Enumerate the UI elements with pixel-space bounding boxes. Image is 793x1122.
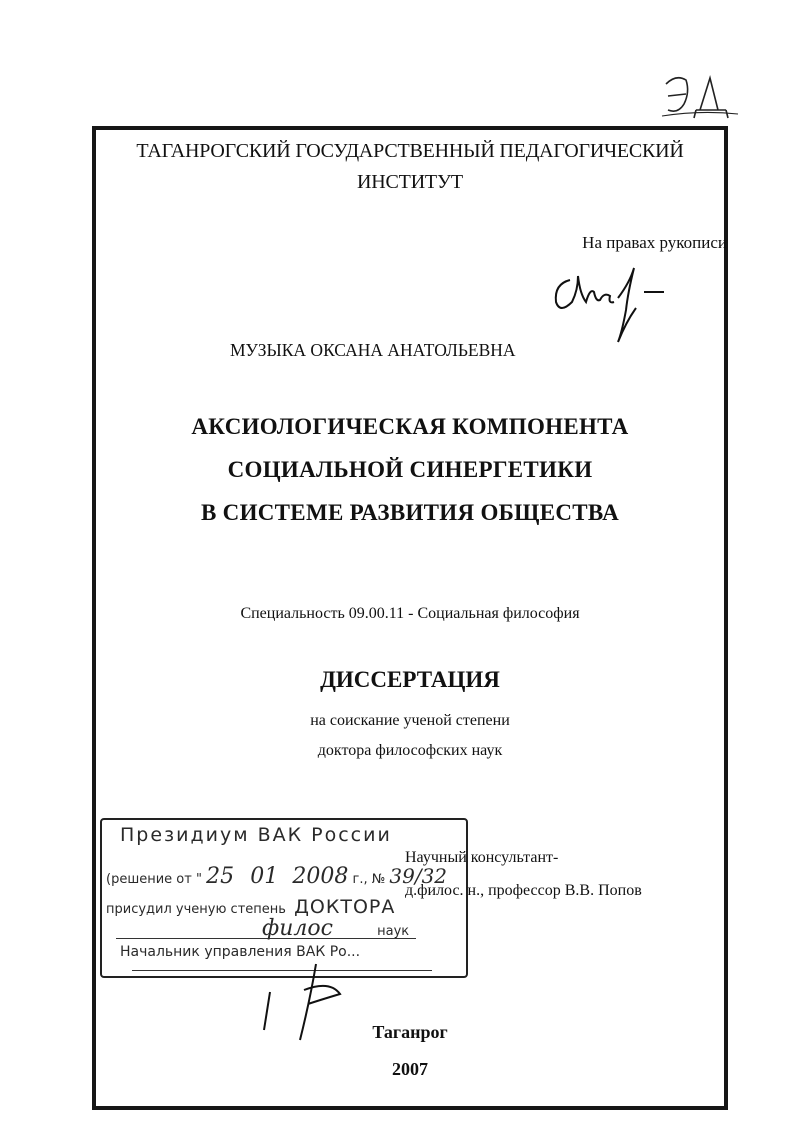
author-name: МУЗЫКА ОКСАНА АНАТОЛЬЕВНА [230, 340, 516, 360]
stamp-awarded-line [106, 896, 395, 918]
stamp-science-line [262, 916, 409, 941]
footer-year: 2007 [392, 1059, 428, 1079]
stamp-awarded-label: присудил ученую степень [106, 902, 286, 917]
archive-mark [660, 70, 740, 125]
title-line-3: В СИСТЕМЕ РАЗВИТИЯ ОБЩЕСТВА [200, 500, 620, 525]
stamp-decision-line [106, 864, 447, 889]
consultant-line-1: Научный консультант- [405, 849, 559, 866]
footer-city: Таганрог [372, 1022, 448, 1042]
institute-line-2: ИНСТИТУТ [357, 171, 463, 193]
specialty: Специальность 09.00.11 - Социальная философия [240, 605, 580, 622]
degree-info [92, 706, 728, 766]
stamp-awarded-degree: ДОКТОРА [294, 896, 396, 918]
stamp-decision-day: 25 [206, 864, 235, 889]
stamp-decision-month: 01 [250, 864, 279, 889]
degree-line-1: на соискание ученой степени [310, 712, 510, 729]
document-type: ДИССЕРТАЦИЯ [320, 667, 500, 692]
title-line-2: СОЦИАЛЬНОЙ СИНЕРГЕТИКИ [227, 457, 593, 482]
institute-line-1: ТАГАНРОГСКИЙ ГОСУДАРСТВЕННЫЙ ПЕДАГОГИЧЕСКИЙ [136, 140, 684, 162]
title-line-1: АКСИОЛОГИЧЕСКАЯ КОМПОНЕНТА [191, 414, 629, 439]
consultant-line-2: д.филос. н., профессор В.В. Попов [405, 882, 642, 899]
stamp-decision-mid: г., № [352, 872, 386, 887]
institute-name [92, 136, 728, 198]
manuscript-note: На правах рукописи [582, 233, 727, 252]
dissertation-title [92, 405, 728, 534]
stamp-decision-prefix: (решение от " [106, 872, 202, 887]
stamp-head-label: Начальник управления ВАК Ро... [120, 944, 361, 960]
stamp-heading: Президиум ВАК России [120, 824, 392, 846]
stamp-science-suffix: наук [377, 924, 410, 939]
footer-city-year [92, 1014, 728, 1088]
stamp-decision-number: 39/32 [389, 864, 448, 888]
stamp-science-handwritten: филос [262, 916, 333, 941]
stamp-decision-year: 2008 [292, 864, 349, 889]
degree-line-2: доктора философских наук [317, 742, 503, 759]
vak-stamp [100, 818, 468, 978]
